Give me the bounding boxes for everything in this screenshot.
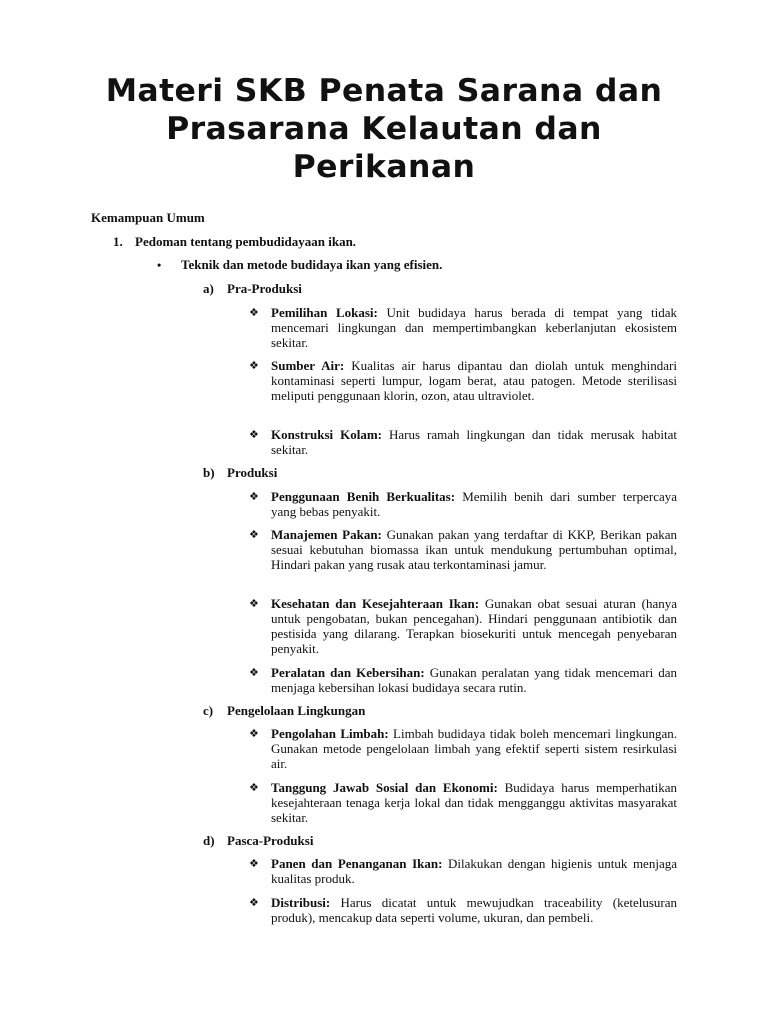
list-item (249, 856, 677, 886)
diamond-bullet-icon: ❖ (249, 306, 259, 319)
subsection-heading-pengelolaan-lingkungan (203, 703, 365, 718)
bullet-item-text: Teknik dan metode budidaya ikan yang efisien. (181, 257, 443, 272)
diamond-bullet-icon: ❖ (249, 896, 259, 909)
list-item (249, 895, 677, 925)
diamond-bullet-icon: ❖ (249, 727, 259, 740)
list-item (249, 489, 677, 519)
item-text: Limbah budidaya tidak boleh mencemari lingkungan. Gunakan metode pengelolaan limbah yang efektif seperti sistem resirkulasi air. (271, 726, 677, 771)
subsection-marker: b) (203, 465, 215, 480)
item-term: Peralatan dan Kebersihan: (271, 665, 425, 680)
item-term: Pemilihan Lokasi: (271, 305, 378, 320)
item-text: Gunakan obat sesuai aturan (hanya untuk pengobatan, bukan pencegahan). Hindari penggunaan antibiotik dan pestisida yang dilarang. Terapkan biosekuriti untuk mencegah penyebaran penyakit. (271, 596, 677, 656)
subsection-title: Pra-Produksi (227, 281, 302, 296)
subsection-heading-produksi (203, 465, 277, 480)
section-heading: Kemampuan Umum (91, 210, 205, 225)
item-text: Unit budidaya harus berada di tempat yang tidak mencemari lingkungan dan mempertimbangkan keberlanjutan ekosistem sekitar. (271, 305, 677, 350)
subsection-title: Produksi (227, 465, 278, 480)
diamond-bullet-icon: ❖ (249, 597, 259, 610)
list-item (249, 358, 677, 403)
subsection-marker: c) (203, 703, 214, 718)
item-term: Panen dan Penanganan Ikan: (271, 856, 443, 871)
list-item (249, 665, 677, 695)
diamond-bullet-icon: ❖ (249, 359, 259, 372)
item-text: Kualitas air harus dipantau dan diolah untuk menghindari kontaminasi seperti lumpur, logam berat, atau patogen. Metode sterilisasi meliputi penggunaan klorin, ozon, atau ultraviolet. (271, 358, 677, 403)
bullet-icon: • (157, 258, 162, 272)
item-text: Harus ramah lingkungan dan tidak merusak habitat sekitar. (271, 427, 678, 457)
item-text: Harus dicatat untuk mewujudkan traceability (ketelusuran produk), mencakup data seperti volume, ukuran, dan pembeli. (271, 895, 677, 925)
page-title: Materi SKB Penata Sarana dan Prasarana Kelautan dan Perikanan (105, 73, 663, 185)
item-text: Budidaya harus memperhatikan kesejahteraan tenaga kerja lokal dan tidak mengganggu aktivitas masyarakat sekitar. (271, 780, 677, 825)
diamond-bullet-icon: ❖ (249, 666, 259, 679)
numbered-item-text: Pedoman tentang pembudidayaan ikan. (135, 234, 357, 249)
subsection-heading-pra-produksi (203, 281, 302, 296)
item-term: Konstruksi Kolam: (271, 427, 382, 442)
item-text: Dilakukan dengan higienis untuk menjaga kualitas produk. (271, 856, 677, 886)
item-term: Sumber Air: (271, 358, 345, 373)
numbered-item-marker: 1. (113, 234, 123, 249)
subsection-heading-pasca-produksi (203, 833, 313, 848)
list-item (249, 305, 677, 350)
diamond-bullet-icon: ❖ (249, 490, 259, 503)
item-term: Pengolahan Limbah: (271, 726, 389, 741)
list-item (249, 596, 677, 656)
diamond-bullet-icon: ❖ (249, 528, 259, 541)
item-term: Manajemen Pakan: (271, 527, 382, 542)
item-term: Kesehatan dan Kesejahteraan Ikan: (271, 596, 480, 611)
item-text: Memilih benih dari sumber terpercaya yang bebas penyakit. (271, 489, 678, 519)
item-text: Gunakan peralatan yang tidak mencemari dan menjaga kebersihan lokasi budidaya secara rutin. (271, 665, 678, 695)
item-term: Penggunaan Benih Berkualitas: (271, 489, 456, 504)
item-text: Gunakan pakan yang terdaftar di KKP, Berikan pakan sesuai kebutuhan biomassa ikan untuk mendukung pertumbuhan optimal, Hindari pakan yang rusak atau terkontaminasi jamur. (271, 527, 677, 572)
diamond-bullet-icon: ❖ (249, 781, 259, 794)
item-term: Distribusi: (271, 895, 331, 910)
list-item (249, 780, 677, 825)
list-item (249, 427, 677, 457)
bullet-item (157, 257, 442, 273)
item-term: Tanggung Jawab Sosial dan Ekonomi: (271, 780, 498, 795)
diamond-bullet-icon: ❖ (249, 857, 259, 870)
subsection-marker: a) (203, 281, 214, 296)
list-item (249, 726, 677, 771)
subsection-title: Pasca-Produksi (227, 833, 314, 848)
subsection-title: Pengelolaan Lingkungan (227, 703, 366, 718)
numbered-item (113, 234, 356, 249)
subsection-marker: d) (203, 833, 215, 848)
list-item (249, 527, 677, 572)
diamond-bullet-icon: ❖ (249, 428, 259, 441)
